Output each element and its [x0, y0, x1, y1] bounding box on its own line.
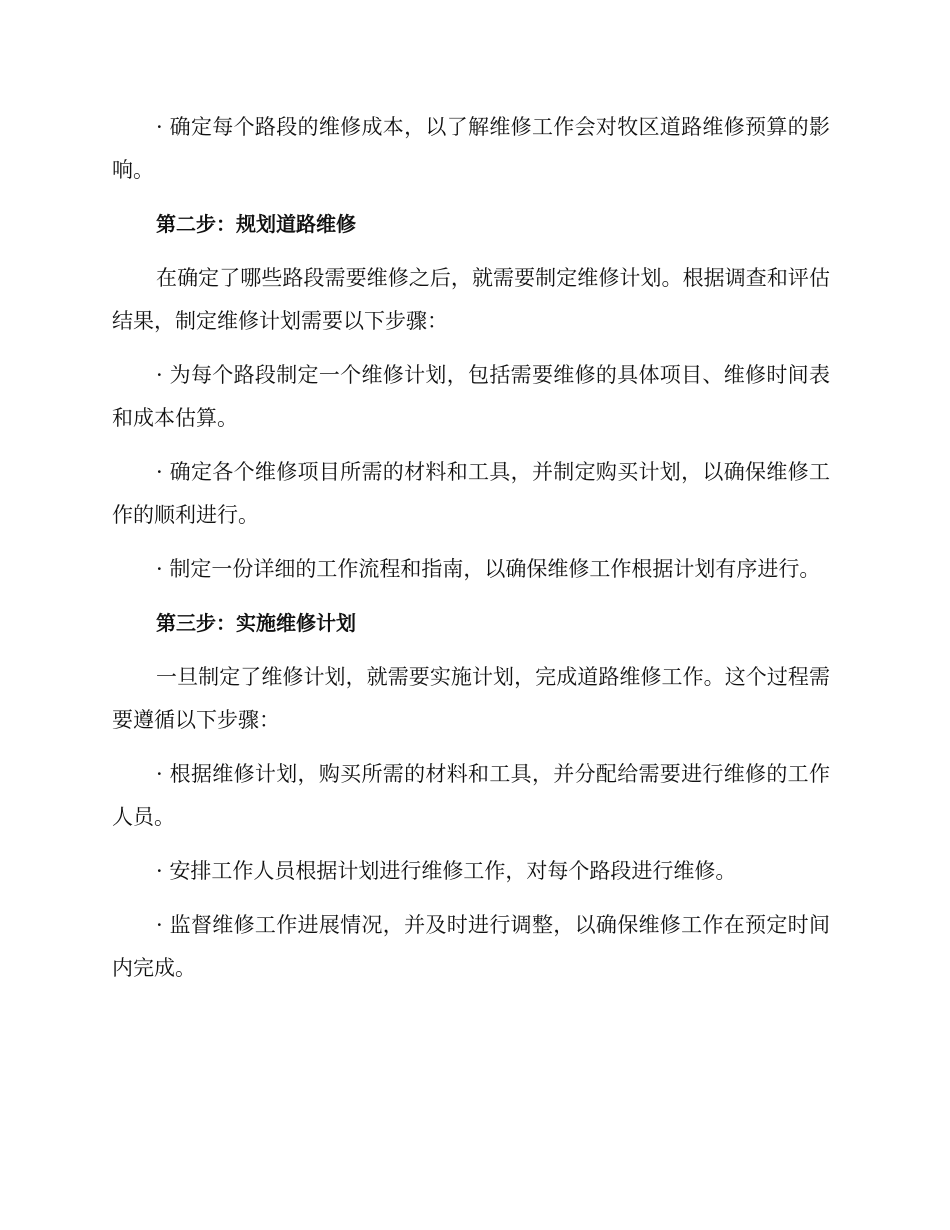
bullet-paragraph-supervise: · 监督维修工作进展情况，并及时进行调整，以确保维修工作在预定时间内完成。 [112, 913, 830, 980]
bullet-paragraph-workflow: · 制定一份详细的工作流程和指南，以确保维修工作根据计划有序进行。 [156, 557, 821, 581]
bullet-paragraph-purchase: · 根据维修计划，购买所需的材料和工具，并分配给需要进行维修的工作人员。 [112, 762, 830, 829]
bullet-paragraph-schedule: · 安排工作人员根据计划进行维修工作，对每个路段进行维修。 [156, 859, 737, 883]
bullet-paragraph-cost: · 确定每个路段的维修成本，以了解维修工作会对牧区道路维修预算的影响。 [112, 115, 830, 182]
paragraph-plan-intro: 在确定了哪些路段需要维修之后，就需要制定维修计划。根据调查和评估结果，制定维修计划需要以下步骤： [112, 266, 830, 333]
section-heading-step-three: 第三步：实施维修计划 [156, 611, 356, 635]
document-body [112, 106, 830, 1001]
paragraph-implement-intro: 一旦制定了维修计划，就需要实施计划，完成道路维修工作。这个过程需要遵循以下步骤： [112, 665, 830, 732]
bullet-paragraph-plan: · 为每个路段制定一个维修计划，包括需要维修的具体项目、维修时间表和成本估算。 [112, 363, 830, 430]
section-heading-step-two: 第二步：规划道路维修 [156, 212, 356, 236]
bullet-paragraph-materials: · 确定各个维修项目所需的材料和工具，并制定购买计划，以确保维修工作的顺利进行。 [112, 460, 830, 527]
